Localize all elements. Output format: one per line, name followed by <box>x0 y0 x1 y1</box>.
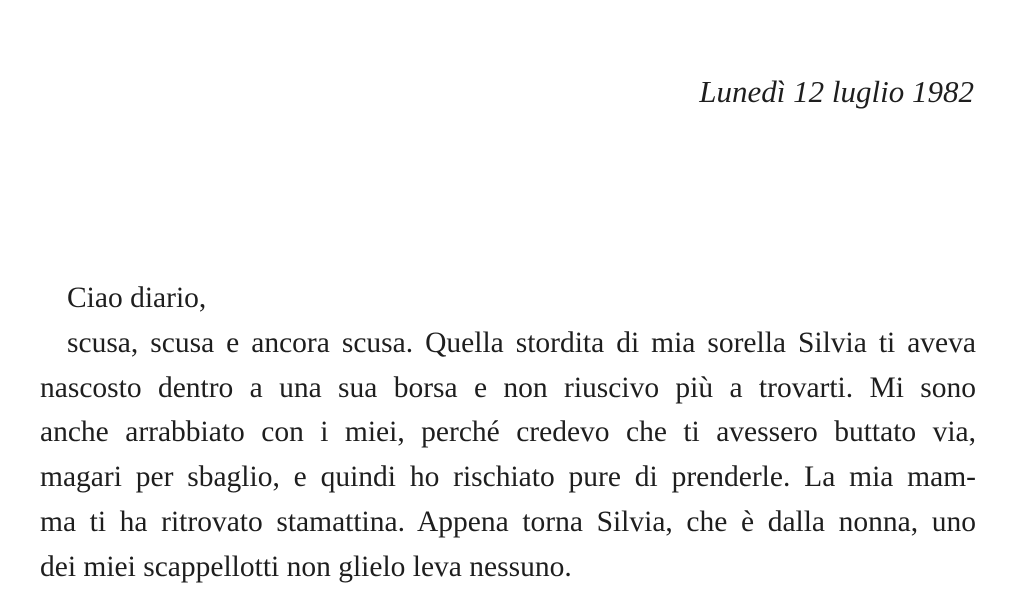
entry-line: magari per sbaglio, e quindi ho rischiato pure di prenderle. La mia mam- <box>40 461 976 494</box>
entry-line: anche arrabbiato con i miei, perché credevo che ti avessero buttato via, <box>40 416 976 449</box>
entry-line: dei miei scappellotti non glielo leva nessuno. <box>40 550 572 583</box>
entry-body <box>40 276 976 590</box>
entry-date: Lunedì 12 luglio 1982 <box>699 74 974 109</box>
entry-line: scusa, scusa e ancora scusa. Quella stordita di mia sorella Silvia ti aveva <box>67 326 976 359</box>
entry-line: nascosto dentro a una sua borsa e non riuscivo più a trovarti. Mi sono <box>40 371 976 404</box>
entry-greeting: Ciao diario, <box>67 282 207 314</box>
entry-line: ma ti ha ritrovato stamattina. Appena torna Silvia, che è dalla nonna, uno <box>40 505 976 538</box>
